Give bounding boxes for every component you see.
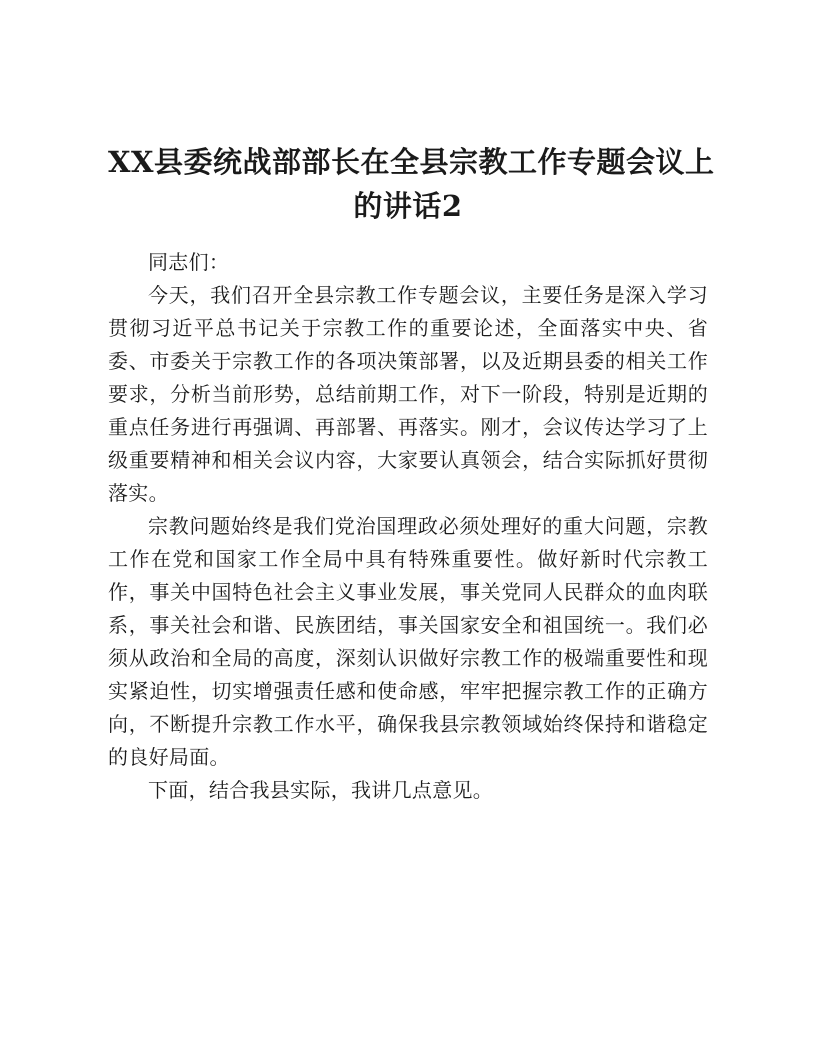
paragraph-3: 下面，结合我县实际，我讲几点意见。	[148, 778, 494, 802]
title-line-1: XX县委统战部部长在全县宗教工作专题会议上	[108, 145, 715, 179]
salutation: 同志们：	[148, 250, 230, 274]
paragraph-2: 宗教问题始终是我们党治国理政必须处理好的重大问题，宗教工作在党和国家工作全局中具有特殊重要性。做好新时代宗教工作，事关中国特色社会主义事业发展，事关党同人民群众的血肉联系，事关社会和谐、民族团结，事关国家安全和祖国统一。我们必须从政治和全局的高度，深刻认识做好宗教工作的极端重要性和现实紧迫性，切实增强责任感和使命感，牢牢把握宗教工作的正确方向，不断提升宗教工作水平，确保我县宗教领域始终保持和谐稳定的良好局面。	[108, 514, 708, 769]
paragraph-1: 今天，我们召开全县宗教工作专题会议，主要任务是深入学习贯彻习近平总书记关于宗教工作的重要论述，全面落实中央、省委、市委关于宗教工作的各项决策部署，以及近期县委的相关工作要求，分析当前形势，总结前期工作，对下一阶段，特别是近期的重点任务进行再强调、再部署、再落实。刚才，会议传达学习了上级重要精神和相关会议内容，大家要认真领会，结合实际抓好贯彻落实。	[108, 283, 708, 505]
document-page	[108, 140, 715, 807]
document-body	[108, 246, 708, 807]
title-line-2: 的讲话2	[353, 189, 463, 223]
document-title	[108, 140, 715, 228]
